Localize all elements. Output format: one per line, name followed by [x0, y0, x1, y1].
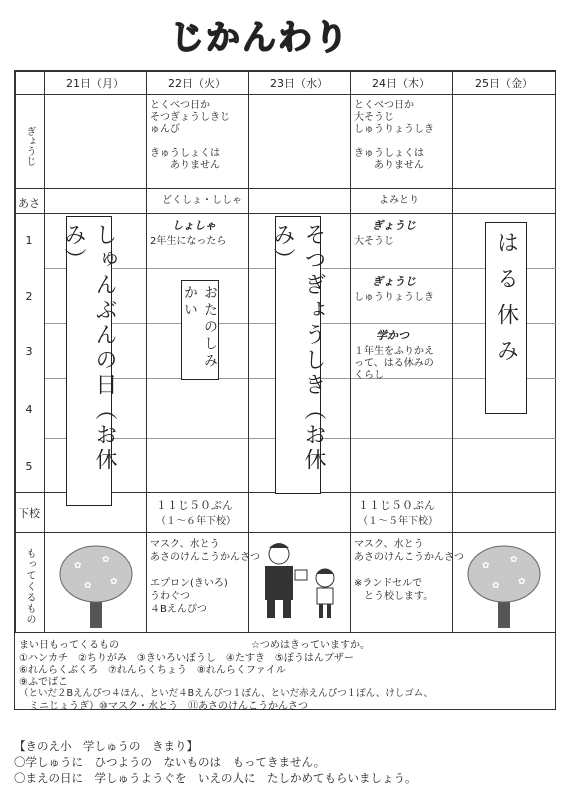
svg-text:✿: ✿: [510, 555, 518, 565]
svg-text:✿: ✿: [102, 555, 110, 565]
motteku-tue: マスク、水とう あさのけんこうかんさつ エプロン(きいろ) うわぐつ ４Bえんぴつ: [150, 539, 260, 615]
thu-p3-note: １年生をふりかえ って、はる休みの くらし: [354, 346, 434, 381]
motteku-thu: マスク、水とう あさのけんこうかんさつ ※ランドセルで とう校します。: [354, 539, 464, 602]
header-tue: 22日（火）: [168, 77, 226, 90]
thu-p1-subject: ぎょうじ: [372, 219, 416, 232]
cherry-tree-illustration-fri: [462, 538, 546, 630]
header-thu: 24日（木）: [372, 77, 430, 90]
header-mon: 21日（月）: [66, 77, 124, 90]
notes-line-5: ミニじょうぎ）⑩マスク・水とう ⑪あさのけんこうかんさつ: [19, 701, 308, 712]
notes-heading: まい日もってくるもの: [19, 640, 119, 651]
rules-line-2: 〇まえの日に 学しゅうようぐを いえの人に たしかめてもらいましょう。: [14, 771, 417, 785]
row-label-period-3: 3: [25, 345, 33, 358]
page-title: じかんわり: [170, 18, 350, 58]
cherry-tree-illustration-mon: [54, 538, 138, 630]
thu-p3-subject: 学かつ: [376, 329, 409, 342]
svg-text:✿: ✿: [492, 581, 500, 591]
asa-tue: どくしょ・ししゃ: [162, 195, 242, 206]
asa-thu: よみとり: [379, 195, 419, 206]
gyouji-tue: とくべつ日か そつぎょうしきじ ゅんび きゅうしょくは ありません: [150, 100, 230, 171]
svg-text:✿: ✿: [518, 577, 526, 587]
row-label-period-2: 2: [25, 290, 33, 303]
svg-text:✿: ✿: [110, 577, 118, 587]
thu-p2-note: しゅうりょうしき: [354, 292, 434, 303]
notes-line-1: ①ハンカチ ②ちりがみ ③きいろいぼうし ④たすき ⑤ぼうはんブザー: [19, 653, 354, 664]
svg-text:✿: ✿: [74, 561, 82, 571]
notes-nails: ☆つめはきっていますか。: [251, 640, 370, 651]
thu-p1-note: 大そうじ: [354, 236, 394, 247]
row-label-gyouji: ぎょうじ: [24, 125, 35, 166]
header-fri: 25日（金）: [475, 77, 533, 90]
row-label-gekou: 下校: [18, 507, 40, 520]
tue-party-box: おたのしみかい: [181, 280, 219, 380]
svg-text:✿: ✿: [482, 561, 490, 571]
mon-holiday-banner: しゅんぶんの日（お休み）: [66, 216, 112, 506]
row-label-motteku: もってくるもの: [24, 547, 35, 625]
gekou-tue-time: １１じ５０ぷん: [156, 499, 233, 512]
header-wed: 23日（水）: [270, 77, 328, 90]
notes-line-3: ⑨ふでばこ: [19, 677, 68, 688]
rules-line-1: 〇学しゅうに ひつようの ないものは もってきません。: [14, 755, 326, 769]
gekou-thu-note: （１～５年下校）: [358, 516, 438, 527]
row-label-asa: あさ: [18, 197, 40, 210]
tue-p1-subject: しょしゃ: [172, 219, 216, 232]
row-label-period-1: 1: [25, 234, 33, 247]
wed-holiday-banner: そつぎょうしき（お休み）: [275, 216, 321, 494]
daily-items-notes: [14, 633, 556, 710]
notes-line-2: ⑥れんらくぶくろ ⑦れんらくちょう ⑧れんらくファイル: [19, 665, 286, 676]
gekou-tue-note: （１～６年下校）: [156, 516, 236, 527]
tue-p1-note: 2年生になったら: [150, 236, 227, 247]
study-rules: [14, 738, 417, 786]
row-label-period-5: 5: [25, 460, 33, 473]
svg-text:✿: ✿: [84, 581, 92, 591]
thu-p2-subject: ぎょうじ: [372, 275, 416, 288]
row-label-period-4: 4: [25, 403, 33, 416]
notes-line-4: （といだ２Bえんぴつ４ほん、といだ４Bえんぴつ１ぽん、といだ赤えんぴつ１ぽん、けしゴム、: [19, 688, 434, 699]
rules-heading: 【きのえ小 学しゅうの きまり】: [14, 739, 198, 753]
graduation-illustration: [257, 540, 343, 624]
fri-spring-break-banner: はる休み: [485, 222, 527, 414]
gyouji-thu: とくべつ日か 大そうじ しゅうりょうしき きゅうしょくは ありません: [354, 100, 434, 171]
schedule-table: [14, 70, 556, 633]
gekou-thu-time: １１じ５０ぷん: [358, 499, 435, 512]
